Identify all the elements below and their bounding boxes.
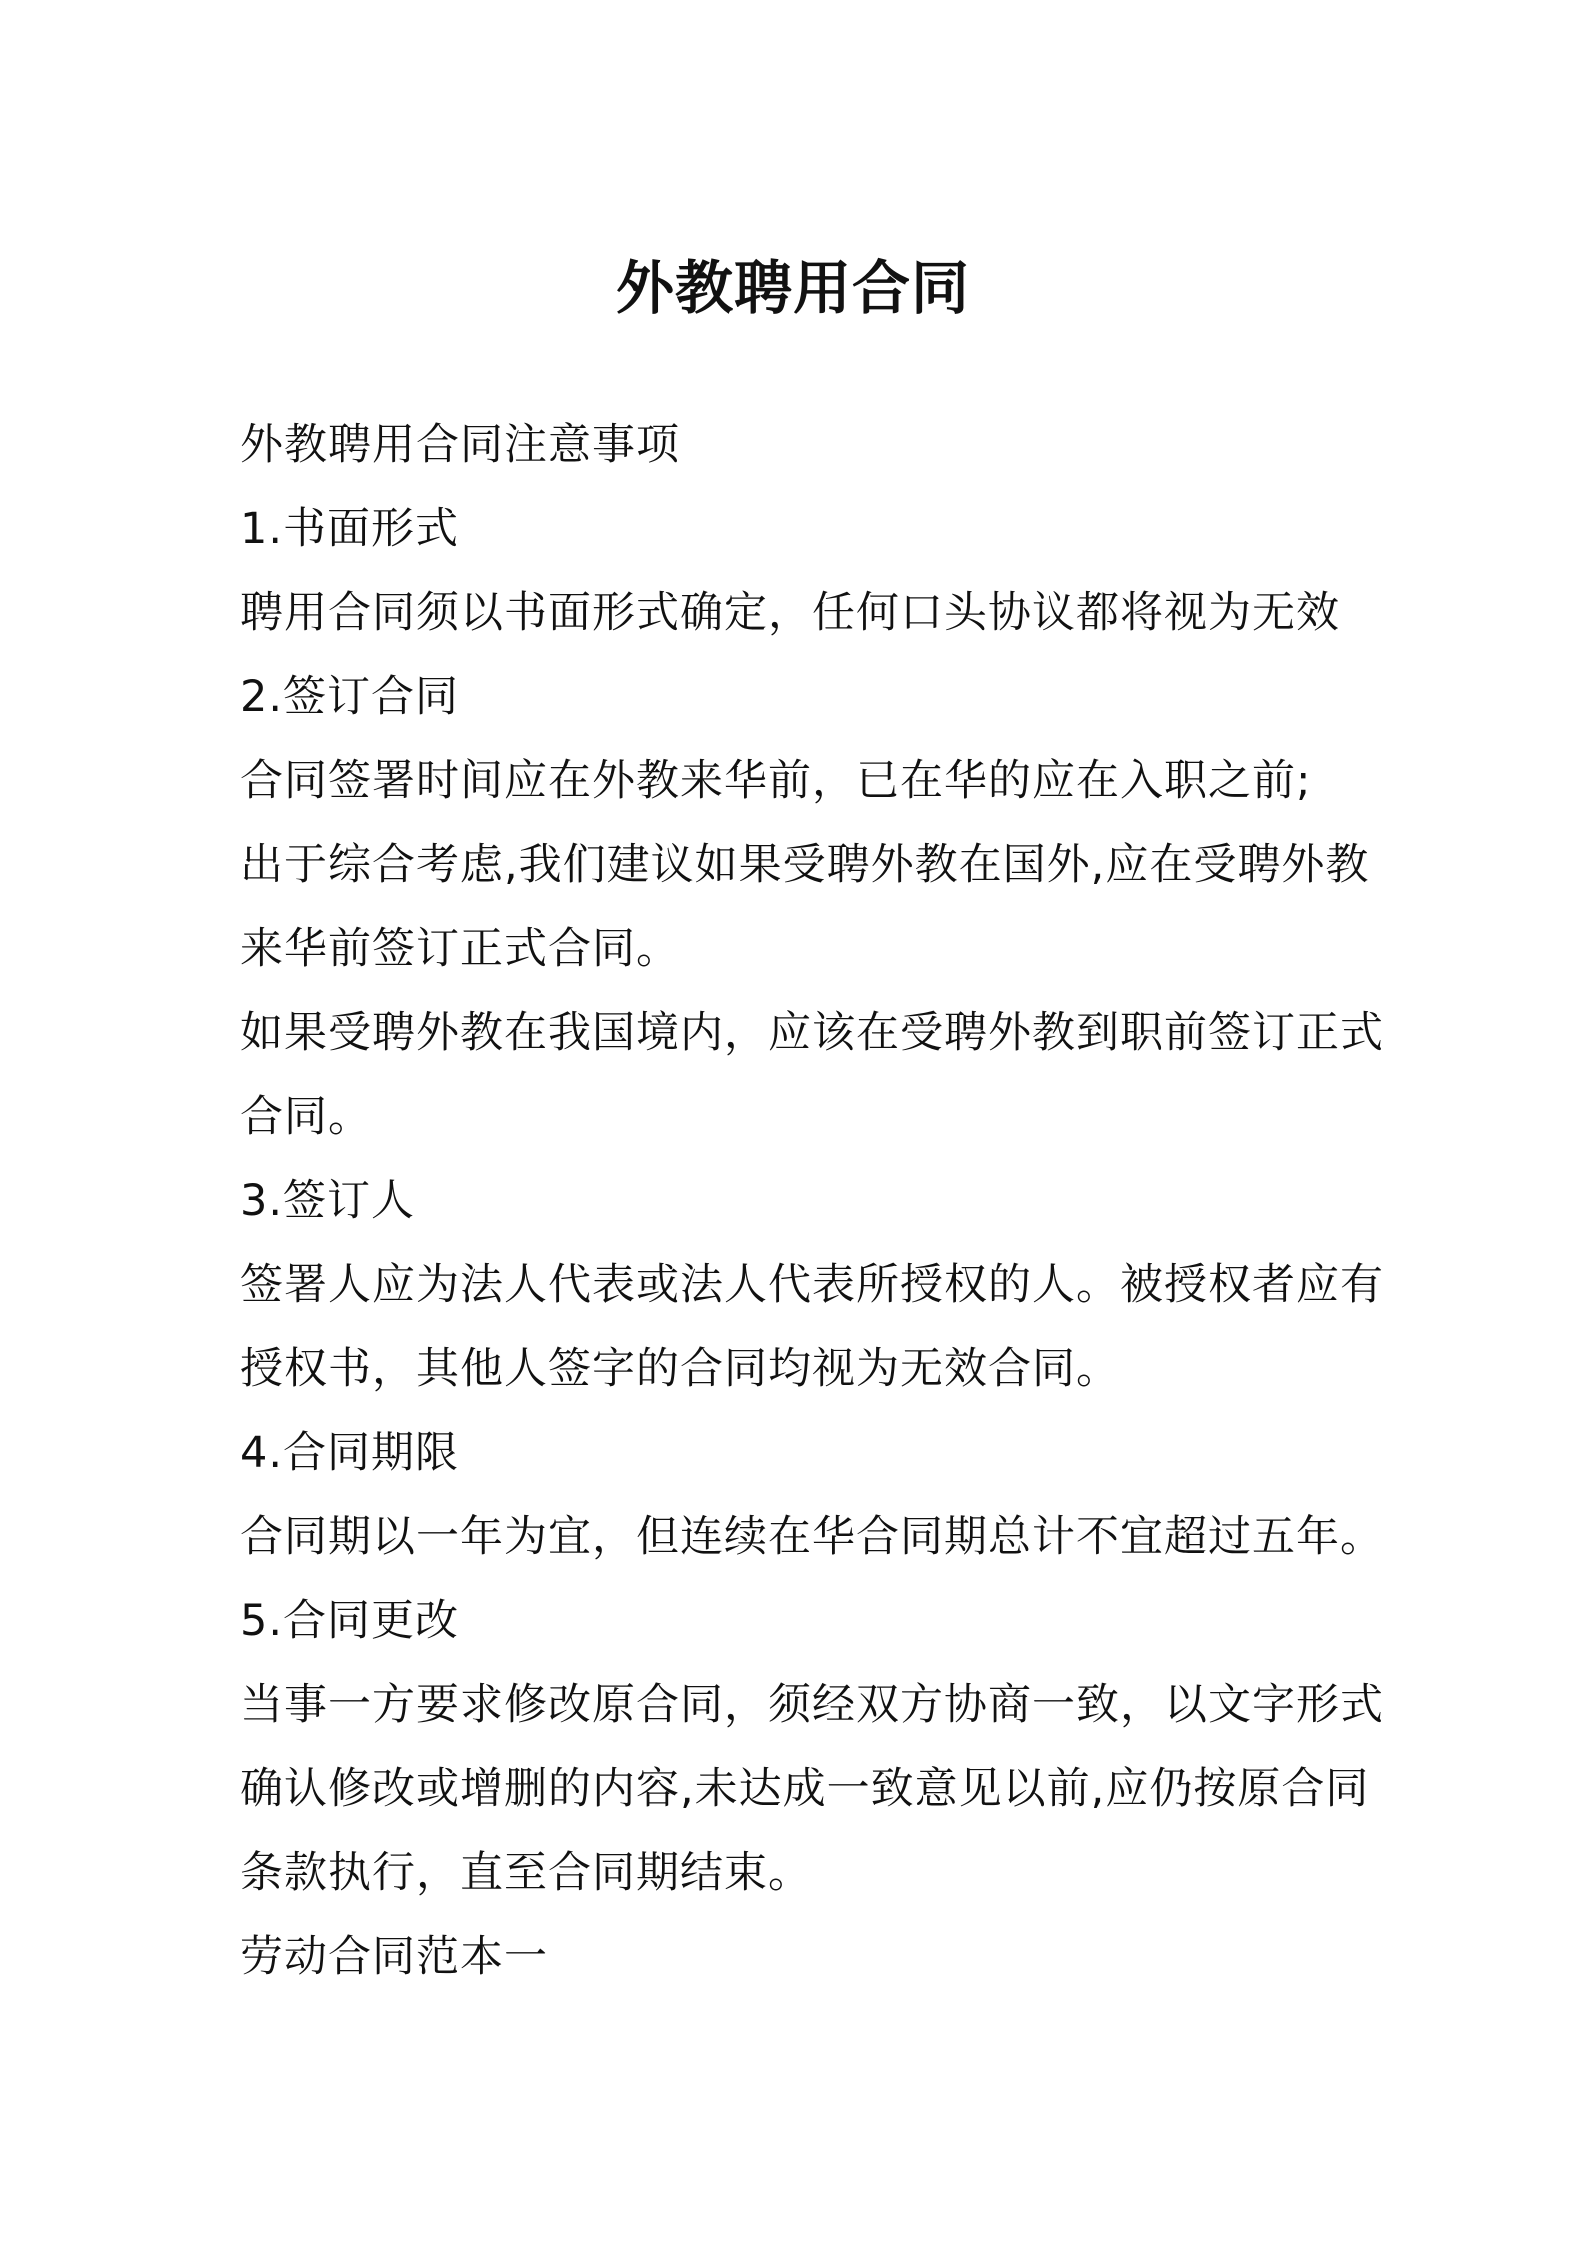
body-text: 当事一方要求修改原合同，须经双方协商一致，以文字形式 — [240, 1680, 1384, 1730]
body-text: 条款执行，直至合同期结束。 — [240, 1848, 812, 1898]
body-text: 合同期以一年为宜，但连续在华合同期总计不宜超过五年。 — [240, 1512, 1384, 1562]
section-heading: 外教聘用合同注意事项 — [240, 420, 680, 470]
item-heading: 4.合同期限 — [240, 1428, 460, 1478]
body-text: 合同。 — [240, 1092, 372, 1142]
item-heading: 5.合同更改 — [240, 1596, 460, 1646]
body-text: 出于综合考虑,我们建议如果受聘外教在国外,应在受聘外教 — [240, 840, 1370, 890]
item-heading: 3.签订人 — [240, 1176, 416, 1226]
body-text: 来华前签订正式合同。 — [240, 924, 680, 974]
body-text: 签署人应为法人代表或法人代表所授权的人。被授权者应有 — [240, 1260, 1384, 1310]
item-heading: 1.书面形式 — [240, 504, 460, 554]
body-text: 合同签署时间应在外教来华前，已在华的应在入职之前; — [240, 756, 1312, 806]
section-heading: 劳动合同范本一 — [240, 1932, 548, 1982]
body-text: 授权书，其他人签字的合同均视为无效合同。 — [240, 1344, 1120, 1394]
body-text: 如果受聘外教在我国境内，应该在受聘外教到职前签订正式 — [240, 1008, 1384, 1058]
page-title: 外教聘用合同 — [615, 254, 970, 322]
body-text: 聘用合同须以书面形式确定，任何口头协议都将视为无效 — [240, 588, 1340, 638]
item-heading: 2.签订合同 — [240, 672, 460, 722]
body-text: 确认修改或增删的内容,未达成一致意见以前,应仍按原合同 — [240, 1764, 1370, 1814]
